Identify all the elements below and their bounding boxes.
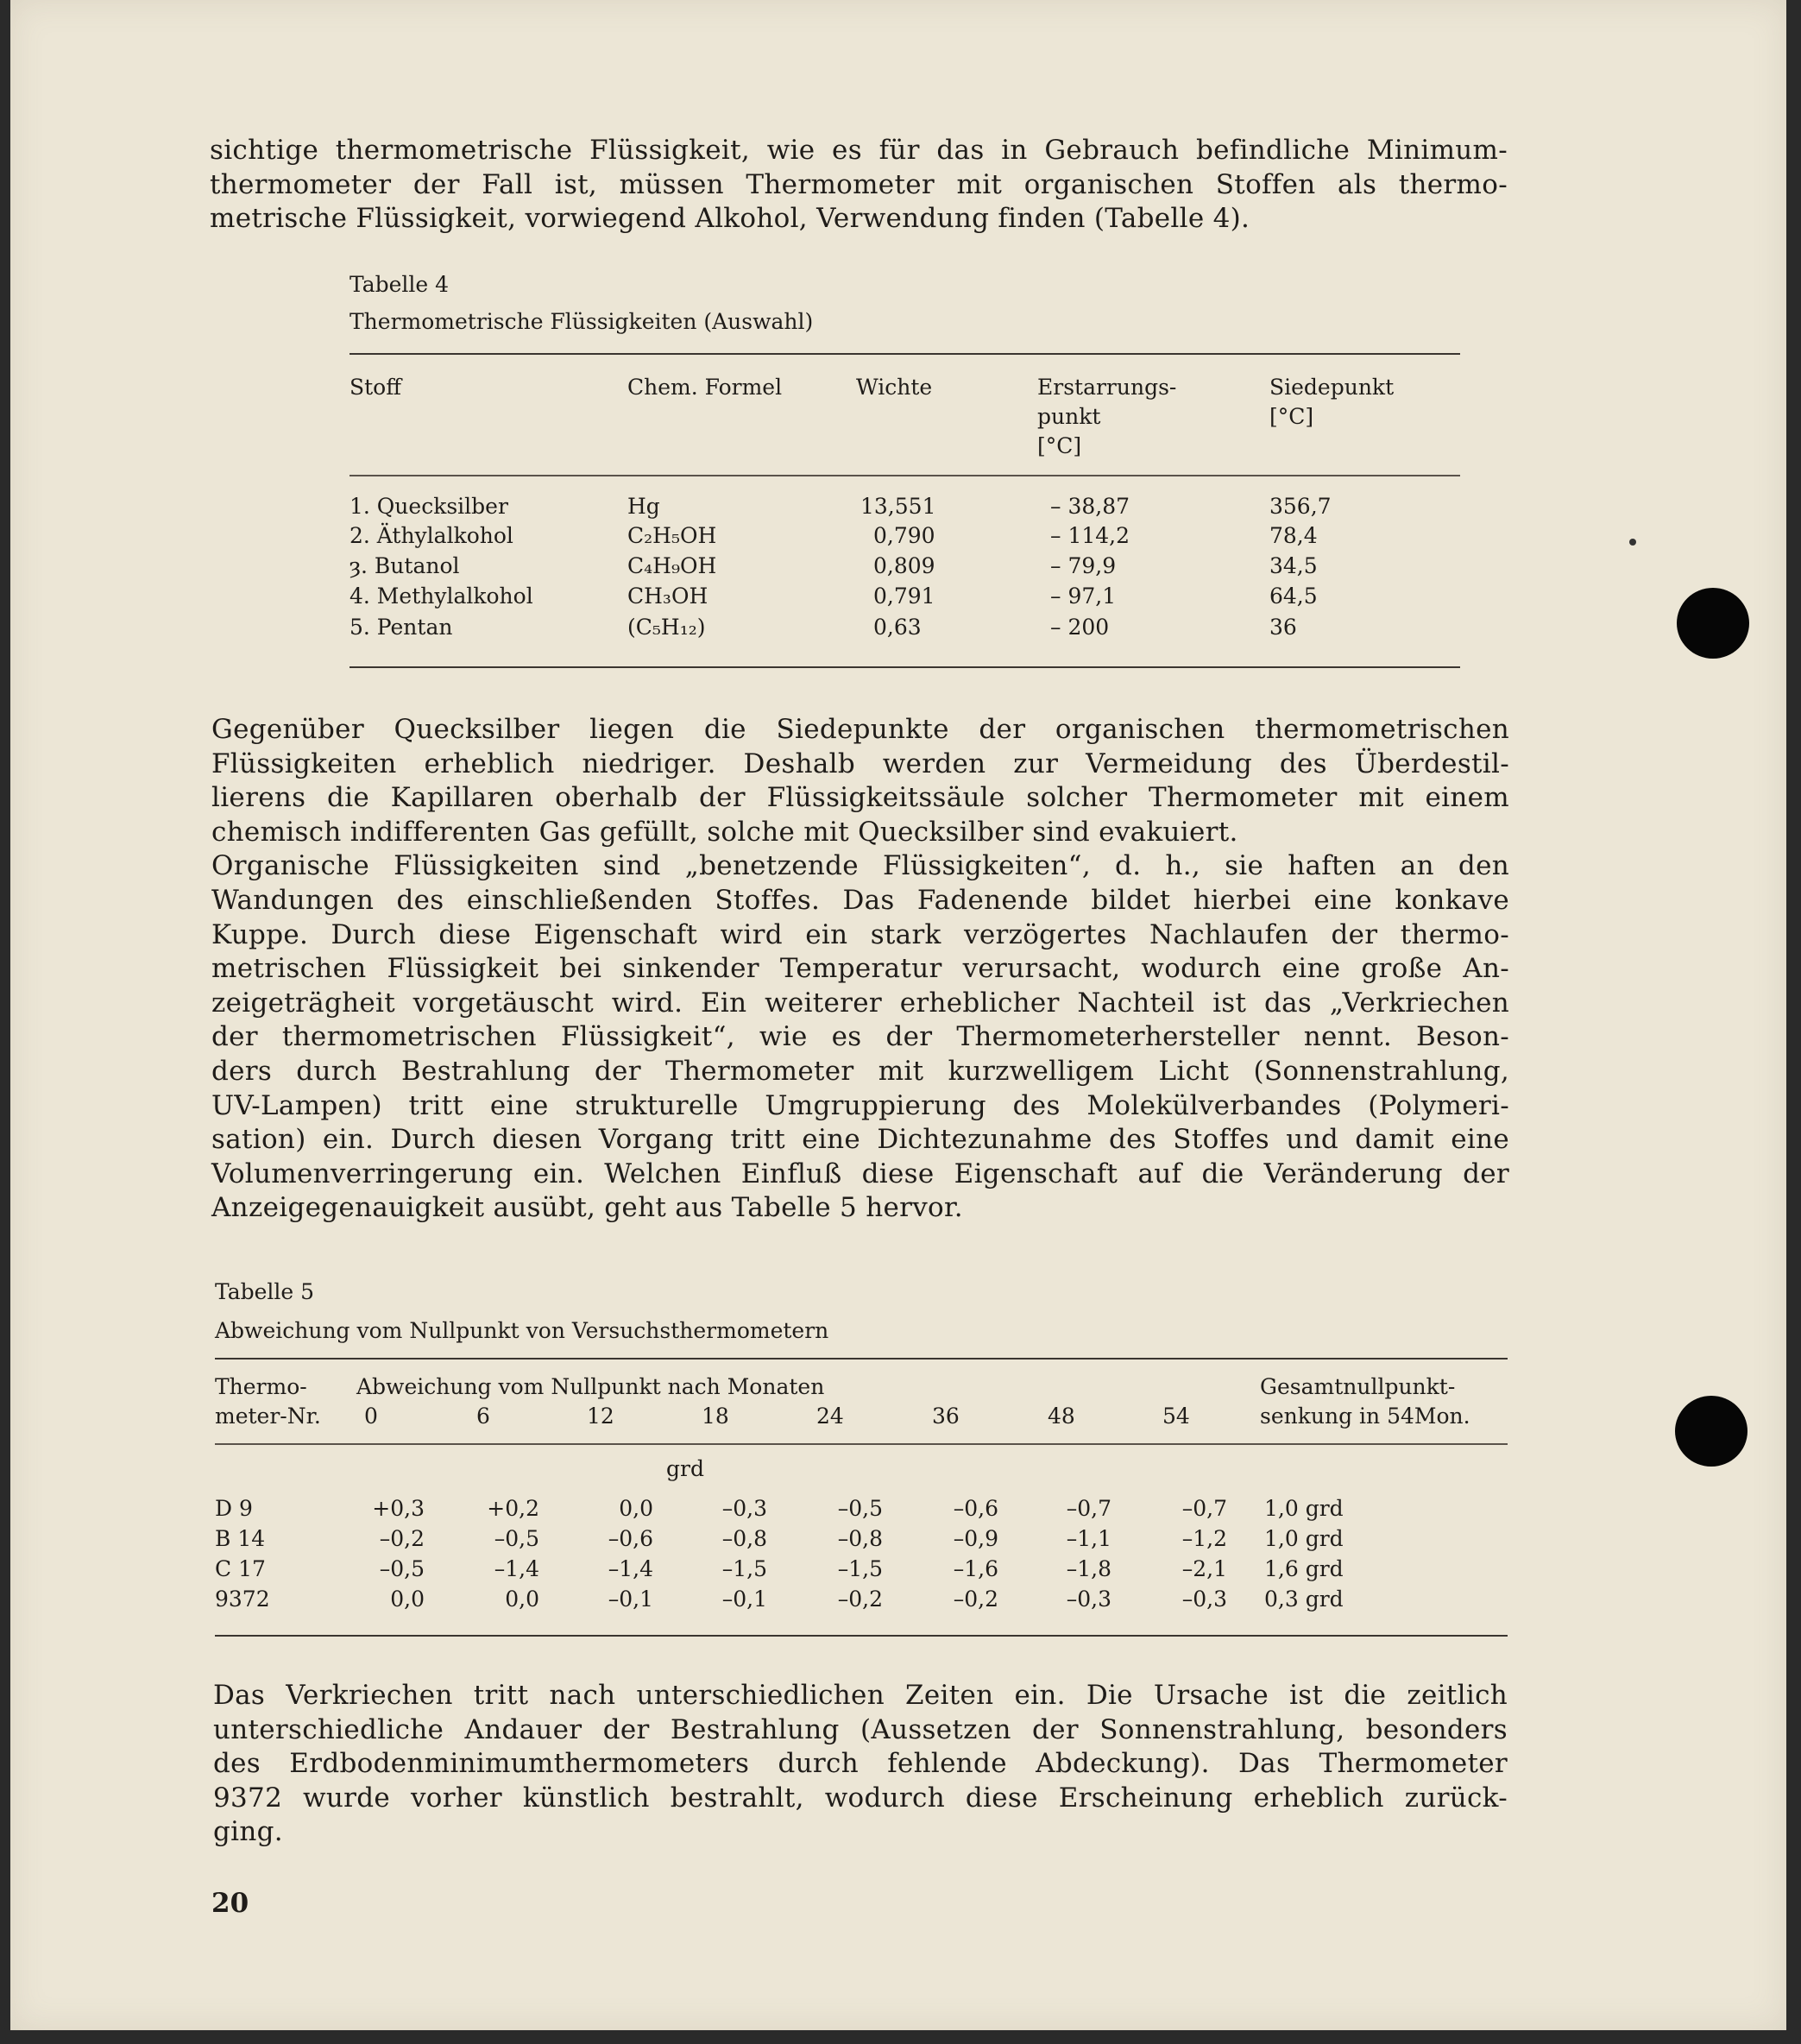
table5-cell-value: 0,0 [619,1496,653,1521]
table4-bottom-rule [349,666,1460,668]
table4-cell-siede: 356,7 [1269,494,1332,519]
table4-cell-stoff: ȝ. Butanol [349,553,460,578]
table5-header-group: Abweichung vom Nullpunkt nach Monaten [356,1374,825,1399]
table5-cell-value: +0,2 [487,1496,539,1521]
table5-header-month: 18 [702,1404,729,1429]
table5-cell-nr: D 9 [215,1496,253,1521]
table5-header-month: 24 [816,1404,844,1429]
table4-top-rule [349,353,1460,355]
table4-header-siede: Siedepunkt [1269,375,1395,400]
table4-cell-wichte: 0,809 [873,553,935,578]
text-line: Kuppe. Durch diese Eigenschaft wird ein stark verzögertes Nachlaufen der thermo- [211,918,1509,950]
table4-cell-siede: 78,4 [1269,523,1318,548]
text-line: ging. [213,1816,283,1848]
table5-cell-total: 0,3 grd [1264,1587,1344,1612]
table5-title: Abweichung vom Nullpunkt von Versuchsthermometern [215,1318,829,1343]
text-line: Volumenverringerung ein. Welchen Einfluß diese Eigenschaft auf die Veränderung der [211,1158,1509,1189]
table5-cell-value: –0,3 [721,1496,767,1521]
document-page [10,0,1786,2030]
table5-cell-value: –0,5 [837,1496,883,1521]
table5-cell-value: –1,5 [837,1556,883,1581]
table4-cell-stoff: 1. Quecksilber [349,494,508,519]
table4-cell-wichte: 13,551 [860,494,936,519]
text-line: zeigeträgheit vorgetäuscht wird. Ein weiterer erheblicher Nachteil ist das „Verkriechen [211,987,1509,1019]
table4-cell-wichte: 0,63 [873,615,922,640]
table5-cell-value: –0,1 [608,1587,653,1612]
table4-header-siede: [°C] [1269,404,1314,429]
table4-header-formel: Chem. Formel [627,375,783,400]
table4-header-erstarrung: [°C] [1037,433,1082,458]
table4-cell-formel: C₄H₉OH [627,553,717,578]
table5-cell-value: –0,2 [379,1526,425,1551]
table5-header-total: Gesamtnullpunkt- [1260,1374,1456,1399]
table4-cell-stoff: 2. Äthylalkohol [349,523,513,548]
table5-cell-value: –0,7 [1066,1496,1111,1521]
table4-cell-siede: 64,5 [1269,584,1318,609]
table5-cell-value: –0,8 [837,1526,883,1551]
table5-cell-value: –1,8 [1066,1556,1111,1581]
text-line: unterschiedliche Andauer der Bestrahlung (Aussetzen der Sonnenstrahlung, besonders [213,1713,1508,1745]
table5-cell-value: –0,1 [721,1587,767,1612]
table5-header-nr: meter-Nr. [215,1404,321,1429]
table5-cell-value: –1,5 [721,1556,767,1581]
table5-header-rule [215,1443,1508,1445]
text-line: UV-Lampen) tritt eine strukturelle Umgruppierung des Molekülverbandes (Polymeri- [211,1089,1509,1121]
table4-header-erstarrung: Erstarrungs- [1037,375,1177,400]
table5-cell-value: –0,2 [837,1587,883,1612]
table5-cell-value: –0,2 [953,1587,998,1612]
table4-cell-erstarrung: – 200 [1050,615,1110,640]
table5-cell-value: –1,6 [953,1556,998,1581]
table5-header-month: 6 [476,1404,490,1429]
table5-cell-value: 0,0 [390,1587,425,1612]
text-line: chemisch indifferenten Gas gefüllt, solche mit Quecksilber sind evakuiert. [211,816,1238,848]
table5-header-total: senkung in 54Mon. [1260,1404,1470,1429]
text-line: Gegenüber Quecksilber liegen die Siedepunkte der organischen thermometrischen [211,714,1509,745]
table5-cell-nr: B 14 [215,1526,266,1551]
text-line: Das Verkriechen tritt nach unterschiedlichen Zeiten ein. Die Ursache ist die zeitlich [213,1680,1508,1711]
table5-cell-value: +0,3 [372,1496,425,1521]
paragraph-main [211,713,1509,1226]
text-line: lierens die Kapillaren oberhalb der Flüssigkeitssäule solcher Thermometer mit einem [211,782,1509,814]
table4-cell-stoff: 4. Methylalkohol [349,584,533,609]
text-line: Organische Flüssigkeiten sind „benetzende Flüssigkeiten“, d. h., sie haften an den [211,850,1509,882]
table5-cell-value: –0,3 [1181,1587,1227,1612]
table4-cell-erstarrung: – 38,87 [1050,494,1130,519]
table4-header-erstarrung: punkt [1037,404,1101,429]
table5-cell-total: 1,0 grd [1264,1496,1344,1521]
text-line: ders durch Bestrahlung der Thermometer mit kurzwelligem Licht (Sonnenstrahlung, [211,1055,1509,1087]
text-line: Flüssigkeiten erheblich niedriger. Deshalb werden zur Vermeidung des Überdestil- [211,748,1509,779]
table5-cell-value: –2,1 [1181,1556,1227,1581]
table5-cell-value: –0,9 [953,1526,998,1551]
table4-cell-wichte: 0,791 [873,584,935,609]
text-line: der thermometrischen Flüssigkeit“, wie es der Thermometerhersteller nennt. Beson- [211,1021,1509,1053]
text-line: sation) ein. Durch diesen Vorgang tritt eine Dichtezunahme des Stoffes und damit eine [211,1124,1509,1156]
table5-cell-value: –1,4 [608,1556,653,1581]
table5-top-rule [215,1358,1508,1360]
table4-header-wichte: Wichte [856,375,933,400]
text-line: Anzeigegenauigkeit ausübt, geht aus Tabelle 5 hervor. [211,1192,963,1224]
table5-label: Tabelle 5 [215,1279,315,1304]
paragraph-intro [210,134,1508,237]
text-line: metrische Flüssigkeit, vorwiegend Alkohol, Verwendung finden (Tabelle 4). [210,203,1250,235]
table5-cell-value: –1,1 [1066,1526,1111,1551]
table4-cell-erstarrung: – 114,2 [1050,523,1130,548]
table5-cell-value: –0,3 [1066,1587,1111,1612]
table5-unit: grd [666,1456,704,1481]
table5-cell-value: –0,8 [721,1526,767,1551]
text-line: sichtige thermometrische Flüssigkeit, wie es für das in Gebrauch befindliche Minimum- [210,135,1508,166]
table4-cell-formel: (C₅H₁₂) [627,615,706,640]
table5-cell-value: –1,4 [494,1556,539,1581]
table4-cell-siede: 34,5 [1269,553,1318,578]
table5-cell-value: –1,2 [1181,1526,1227,1551]
table5-header-nr: Thermo- [215,1374,307,1399]
table5-cell-total: 1,6 grd [1264,1556,1344,1581]
text-line: thermometer der Fall ist, müssen Thermometer mit organischen Stoffen als thermo- [210,168,1508,200]
table5-header-month: 54 [1162,1404,1190,1429]
paragraph-closing [213,1679,1508,1850]
table5-cell-value: –0,6 [953,1496,998,1521]
table5-cell-nr: 9372 [215,1587,270,1612]
table4-title: Thermometrische Flüssigkeiten (Auswahl) [349,309,814,334]
text-line: metrischen Flüssigkeit bei sinkender Temperatur verursacht, wodurch eine große An- [211,953,1509,985]
text-line: Wandungen des einschließenden Stoffes. Das Fadenende bildet hierbei eine konkave [211,884,1509,916]
text-line: des Erdbodenminimumthermometers durch fehlende Abdeckung). Das Thermometer [213,1748,1508,1780]
table4-cell-wichte: 0,790 [873,523,935,548]
table4-cell-erstarrung: – 97,1 [1050,584,1117,609]
table5-cell-value: –0,5 [494,1526,539,1551]
table5-cell-value: –0,7 [1181,1496,1227,1521]
table4-cell-formel: Hg [627,494,660,519]
punch-hole [1675,1396,1747,1467]
table5-cell-value: –0,5 [379,1556,425,1581]
table5-header-month: 48 [1048,1404,1075,1429]
punch-hole [1677,588,1749,659]
table5-cell-value: –0,6 [608,1526,653,1551]
table5-bottom-rule [215,1635,1508,1637]
table4-header-rule [349,475,1460,476]
table5-header-month: 12 [587,1404,614,1429]
table4-label: Tabelle 4 [349,272,450,297]
table5-cell-nr: C 17 [215,1556,266,1581]
table4-cell-formel: C₂H₅OH [627,523,717,548]
table4-cell-formel: CH₃OH [627,584,708,609]
ink-speck [1629,539,1636,546]
table5-cell-value: 0,0 [505,1587,539,1612]
table5-header-month: 36 [932,1404,960,1429]
table4-cell-erstarrung: – 79,9 [1050,553,1117,578]
table4-cell-siede: 36 [1269,615,1297,640]
text-line: 9372 wurde vorher künstlich bestrahlt, wodurch diese Erscheinung erheblich zurück- [213,1782,1508,1814]
page-number: 20 [211,1888,249,1919]
table5-header-month: 0 [364,1404,378,1429]
table5-cell-total: 1,0 grd [1264,1526,1344,1551]
table4-header-stoff: Stoff [349,375,401,400]
table4-cell-stoff: 5. Pentan [349,615,453,640]
